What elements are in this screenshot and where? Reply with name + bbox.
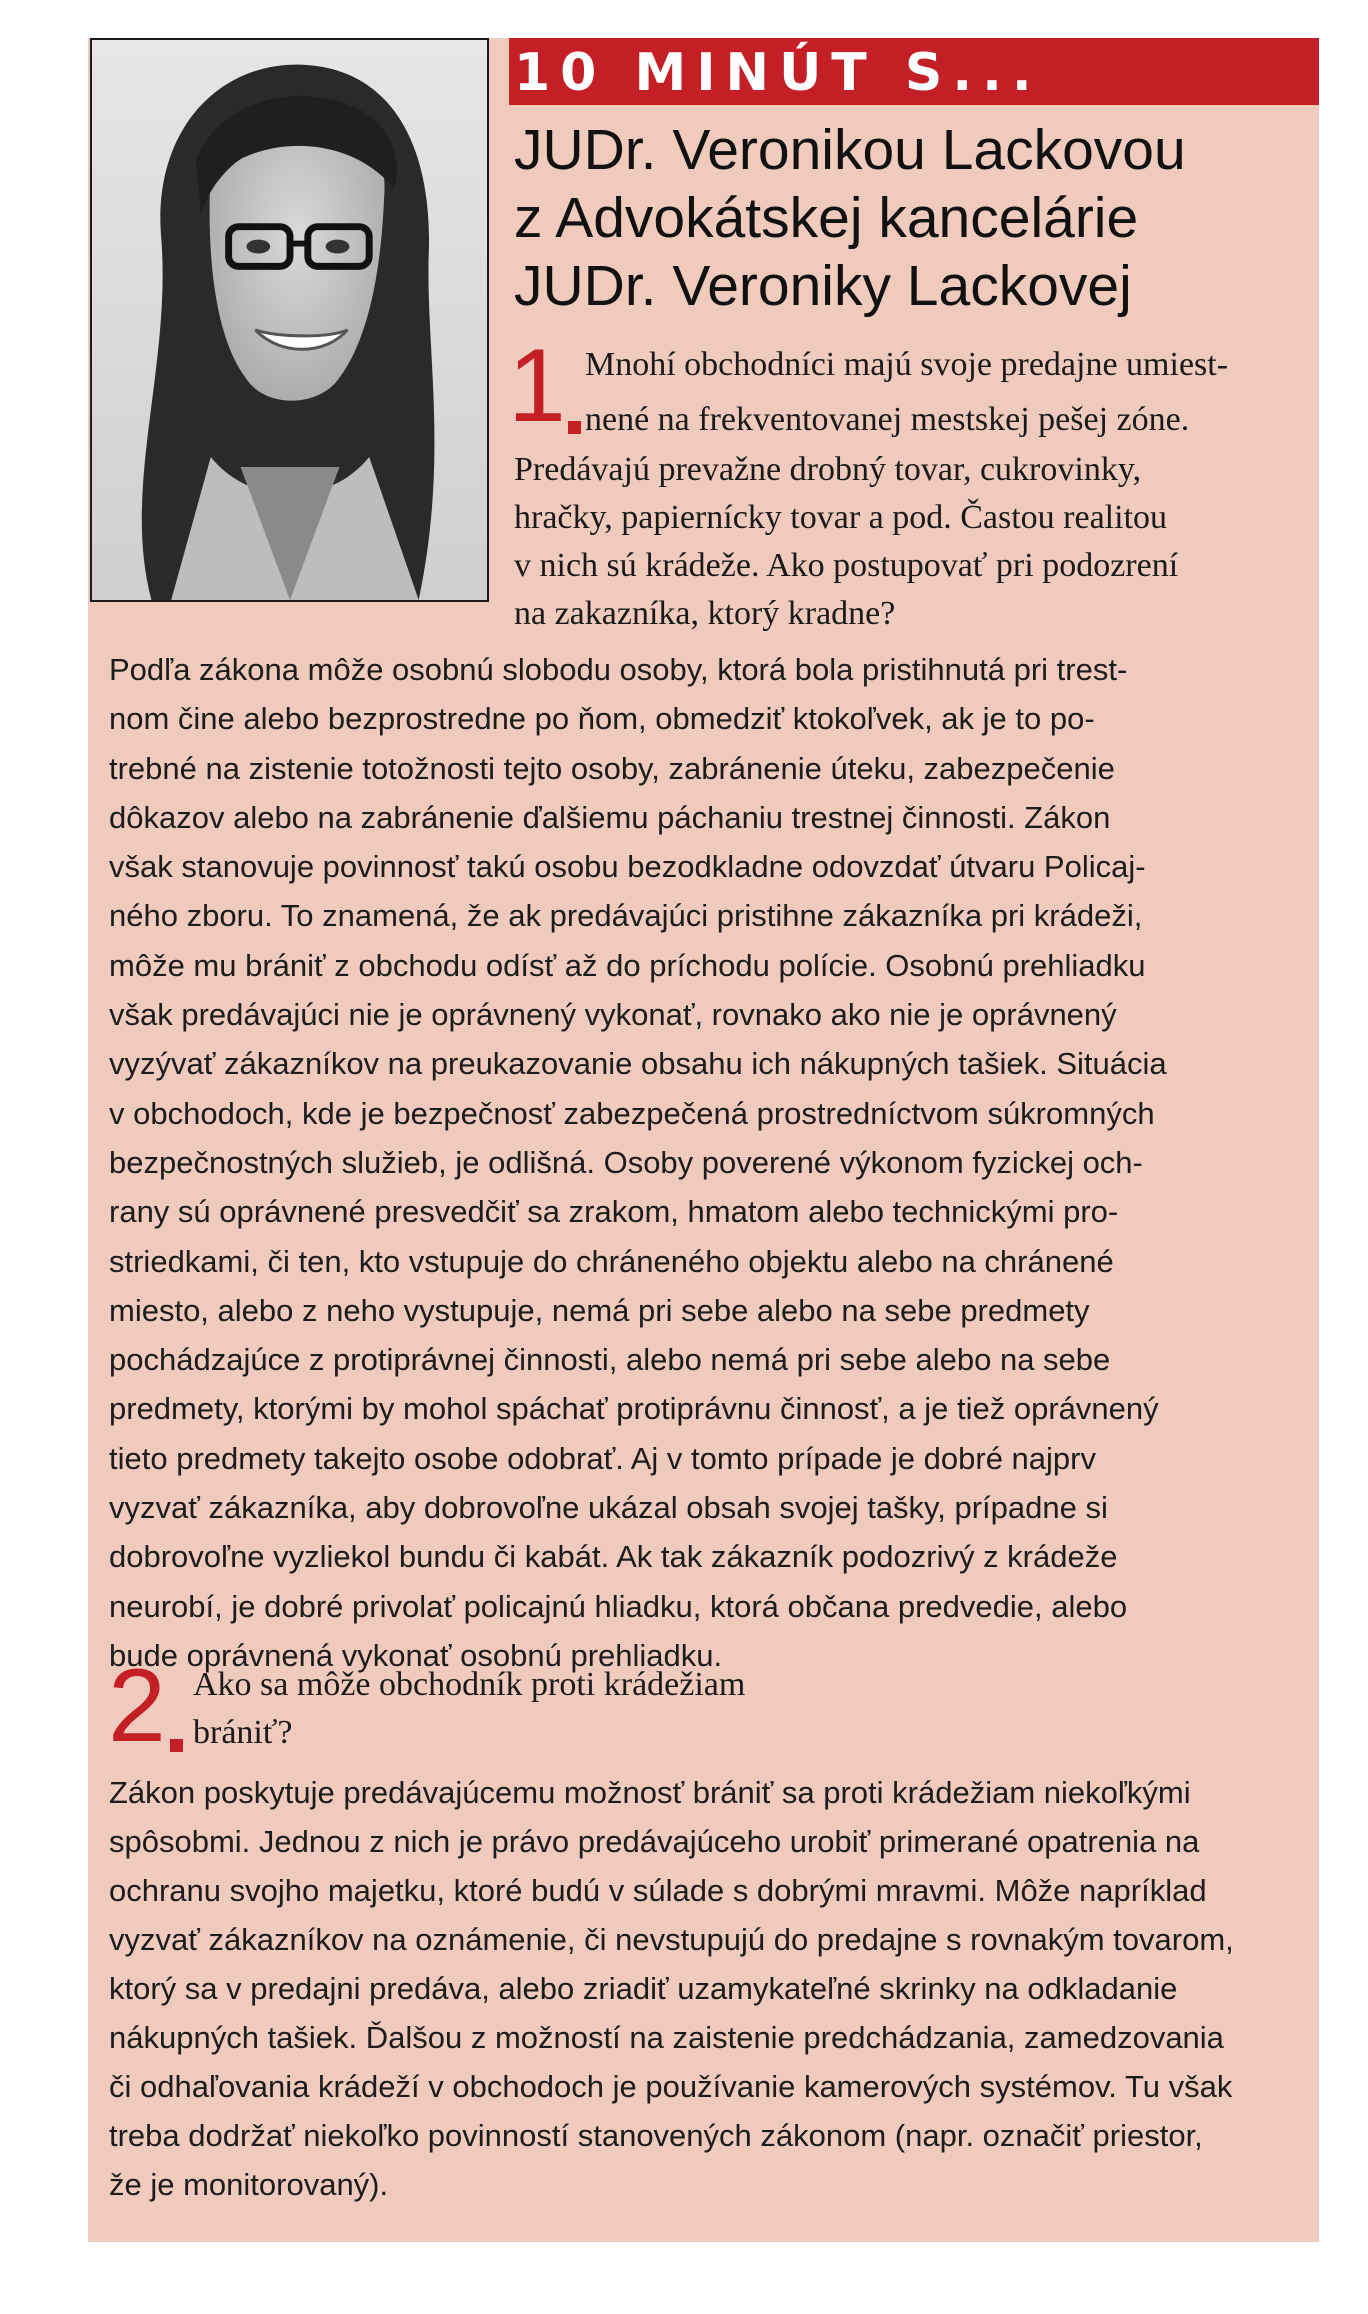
question-2-line: Ako sa môže obchodník proti krádežiam [193, 1666, 746, 1703]
answer-1-line: však predávajúci nie je oprávnený vykonať, rovnako ako nie je oprávnený [109, 997, 1117, 1033]
answer-1-line: v obchodoch, kde je bezpečnosť zabezpečená prostredníctvom súkromných [109, 1095, 1155, 1131]
answer-1-line: nom čine alebo bezprostredne po ňom, obmedziť ktokoľvek, ak je to po- [109, 701, 1095, 737]
answer-1-line: tieto predmety takejto osobe odobrať. Aj v tomto prípade je dobré najprv [109, 1440, 1096, 1476]
question-1-line: hračky, papiernícky tovar a pod. Častou realitou [514, 499, 1168, 536]
portrait-photo [90, 38, 489, 602]
question-2-line: brániť? [193, 1714, 293, 1751]
answer-1-text [109, 645, 1311, 1680]
answer-1-line: bude oprávnená vykonať osobnú prehliadku. [109, 1637, 723, 1673]
answer-2-line: spôsobmi. Jednou z nich je právo predávajúceho urobiť primerané opatrenia na [109, 1824, 1200, 1859]
answer-1-line: vyzývať zákazníkov na preukazovanie obsahu ich nákupných tašiek. Situácia [109, 1046, 1167, 1082]
answer-1-line: dobrovoľne vyzliekol bundu či kabát. Ak tak zákazník podozrivý z krádeže [109, 1539, 1118, 1575]
answer-2-text [109, 1768, 1311, 2209]
portrait-image [92, 40, 487, 600]
answer-1-line: ného zboru. To znamená, že ak predávajúci pristihne zákazníka pri krádeži, [109, 898, 1143, 934]
answer-2-line: ochranu svojho majetku, ktoré budú v súlade s dobrými mravmi. Môže napríklad [109, 1873, 1207, 1908]
question-1-line: na zakazníka, ktorý kradne? [514, 595, 896, 632]
title-line: z Advokátskej kancelárie [514, 186, 1139, 250]
answer-1-line: môže mu brániť z obchodu odísť až do príchodu polície. Osobnú prehliadku [109, 947, 1146, 983]
answer-1-line: neurobí, je dobré privolať policajnú hliadku, ktorá občana predvedie, alebo [109, 1588, 1128, 1624]
question-2-number-dot [170, 1739, 183, 1752]
title-line: JUDr. Veronikou Lackovou [514, 118, 1186, 182]
answer-2-line: Zákon poskytuje predávajúcemu možnosť brániť sa proti krádežiam niekoľkými [109, 1775, 1191, 1810]
question-2-number: 2 [108, 1648, 166, 1764]
answer-1-line: však stanovuje povinnosť takú osobu bezodkladne odovzdať útvaru Policaj- [109, 849, 1146, 885]
answer-1-line: bezpečnostných služieb, je odlišná. Osoby poverené výkonom fyzickej och- [109, 1144, 1143, 1180]
answer-2-line: že je monitorovaný). [109, 2167, 389, 2202]
answer-1-line: predmety, ktorými by mohol spáchať protiprávnu činnosť, a je tiež oprávnený [109, 1391, 1159, 1427]
answer-1-line: miesto, alebo z neho vystupuje, nemá pri sebe alebo na sebe predmety [109, 1292, 1090, 1328]
answer-1-line: trebné na zistenie totožnosti tejto osoby, zabránenie úteku, zabezpečenie [109, 750, 1115, 786]
answer-1-line: pochádzajúce z protiprávnej činnosti, alebo nemá pri sebe alebo na sebe [109, 1342, 1111, 1378]
question-1-line: Mnohí obchodníci majú svoje predajne umiest- [585, 346, 1229, 383]
answer-1-line: dôkazov alebo na zabránenie ďalšiemu páchaniu trestnej činnosti. Zákon [109, 799, 1111, 835]
answer-1-line: vyzvať zákazníka, aby dobrovoľne ukázal obsah svojej tašky, prípadne si [109, 1490, 1108, 1526]
question-1-line: Predávajú prevažne drobný tovar, cukrovinky, [514, 451, 1142, 488]
answer-1-line: Podľa zákona môže osobnú slobodu osoby, ktorá bola pristihnutá pri trest- [109, 652, 1128, 687]
answer-1-line: striedkami, či ten, kto vstupuje do chráneného objektu alebo na chránené [109, 1243, 1114, 1279]
section-banner-label: 10 MINÚT S... [514, 43, 1042, 103]
question-1-number-dot [568, 421, 581, 434]
interview-title [514, 116, 1314, 320]
answer-2-line: či odhaľovania krádeží v obchodoch je používanie kamerových systémov. Tu však [109, 2069, 1233, 2104]
question-1-line: nené na frekventovanej mestskej pešej zóne. [585, 401, 1190, 438]
question-1-number: 1 [508, 328, 566, 444]
answer-1-line: rany sú oprávnené presvedčiť sa zrakom, hmatom alebo technickými pro- [109, 1194, 1119, 1230]
question-1-text [514, 446, 1304, 638]
answer-2-line: ktorý sa v predajni predáva, alebo zriadiť uzamykateľné skrinky na odkladanie [109, 1971, 1178, 2006]
answer-2-line: treba dodržať niekoľko povinností stanovených zákonom (napr. označiť priestor, [109, 2118, 1203, 2153]
answer-2-line: vyzvať zákazníkov na oznámenie, či nevstupujú do predajne s rovnakým tovarom, [109, 1922, 1234, 1957]
title-line: JUDr. Veroniky Lackovej [514, 254, 1132, 318]
question-1-line: v nich sú krádeže. Ako postupovať pri podozrení [514, 547, 1179, 584]
answer-2-line: nákupných tašiek. Ďalšou z možností na zaistenie predchádzania, zamedzovania [109, 2020, 1224, 2055]
